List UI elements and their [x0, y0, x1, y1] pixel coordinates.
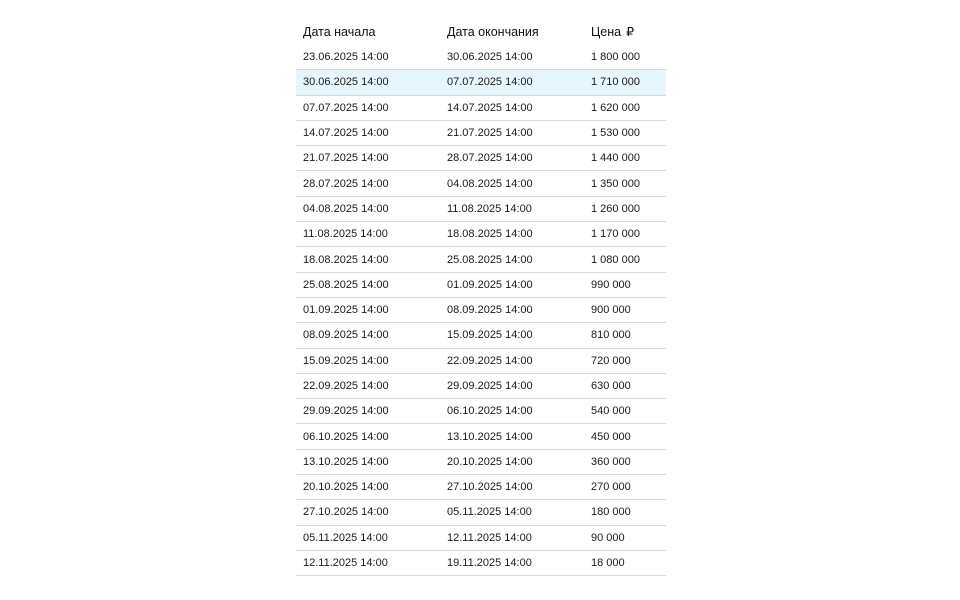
cell-end-date: 01.09.2025 14:00 — [447, 278, 533, 291]
cell-price: 1 170 000 — [591, 228, 640, 241]
header-start-date: Дата начала — [303, 24, 376, 39]
cell-price: 90 000 — [591, 531, 625, 544]
table-row[interactable] — [296, 551, 666, 576]
cell-end-date: 15.09.2025 14:00 — [447, 329, 533, 342]
cell-start-date: 23.06.2025 14:00 — [303, 51, 389, 64]
table-row[interactable] — [296, 273, 666, 298]
cell-end-date: 21.07.2025 14:00 — [447, 127, 533, 140]
cell-price: 1 710 000 — [591, 76, 640, 89]
cell-end-date: 13.10.2025 14:00 — [447, 430, 533, 443]
cell-price: 540 000 — [591, 405, 631, 418]
cell-price: 1 800 000 — [591, 51, 640, 64]
cell-price: 720 000 — [591, 354, 631, 367]
cell-price: 810 000 — [591, 329, 631, 342]
cell-price: 180 000 — [591, 506, 631, 519]
table-row[interactable] — [296, 424, 666, 449]
currency-sign: ₽ — [626, 25, 635, 39]
table-row[interactable] — [296, 247, 666, 272]
cell-price: 1 440 000 — [591, 152, 640, 165]
cell-price: 450 000 — [591, 430, 631, 443]
cell-start-date: 29.09.2025 14:00 — [303, 405, 389, 418]
cell-start-date: 11.08.2025 14:00 — [303, 228, 388, 241]
table-row[interactable] — [296, 399, 666, 424]
table-row[interactable] — [296, 96, 666, 121]
table-row[interactable] — [296, 475, 666, 500]
cell-start-date: 15.09.2025 14:00 — [303, 354, 389, 367]
cell-end-date: 19.11.2025 14:00 — [447, 557, 532, 570]
table-body — [296, 45, 666, 576]
table-row[interactable] — [296, 146, 666, 171]
cell-start-date: 14.07.2025 14:00 — [303, 127, 389, 140]
cell-end-date: 14.07.2025 14:00 — [447, 101, 533, 114]
header-end-date: Дата окончания — [447, 24, 539, 39]
cell-end-date: 29.09.2025 14:00 — [447, 380, 533, 392]
cell-price: 900 000 — [591, 304, 631, 317]
table-row[interactable] — [296, 450, 666, 475]
cell-end-date: 06.10.2025 14:00 — [447, 405, 533, 418]
cell-price: 1 620 000 — [591, 101, 640, 114]
cell-price: 270 000 — [591, 481, 631, 494]
cell-price: 18 000 — [591, 557, 625, 570]
cell-end-date: 20.10.2025 14:00 — [447, 455, 533, 468]
cell-price: 1 350 000 — [591, 177, 640, 190]
cell-price: 1 080 000 — [591, 253, 640, 266]
cell-start-date: 28.07.2025 14:00 — [303, 177, 389, 190]
cell-start-date: 27.10.2025 14:00 — [303, 506, 389, 519]
cell-end-date: 30.06.2025 14:00 — [447, 51, 533, 64]
cell-end-date: 07.07.2025 14:00 — [447, 76, 533, 89]
price-schedule-table — [296, 18, 666, 576]
cell-end-date: 08.09.2025 14:00 — [447, 304, 533, 317]
table-row[interactable] — [296, 45, 666, 70]
table-row[interactable] — [296, 374, 666, 399]
cell-start-date: 18.08.2025 14:00 — [303, 253, 389, 266]
cell-start-date: 22.09.2025 14:00 — [303, 380, 389, 392]
cell-start-date: 07.07.2025 14:00 — [303, 101, 389, 114]
cell-price: 360 000 — [591, 455, 631, 468]
cell-start-date: 08.09.2025 14:00 — [303, 329, 389, 342]
cell-start-date: 13.10.2025 14:00 — [303, 455, 389, 468]
cell-end-date: 22.09.2025 14:00 — [447, 354, 533, 367]
table-row[interactable] — [296, 500, 666, 525]
cell-end-date: 04.08.2025 14:00 — [447, 177, 533, 190]
cell-end-date: 12.11.2025 14:00 — [447, 531, 532, 544]
cell-end-date: 28.07.2025 14:00 — [447, 152, 533, 165]
table-row[interactable] — [296, 70, 666, 95]
table-row[interactable] — [296, 298, 666, 323]
cell-end-date: 11.08.2025 14:00 — [447, 202, 532, 215]
cell-price: 1 260 000 — [591, 202, 640, 215]
cell-start-date: 04.08.2025 14:00 — [303, 202, 389, 215]
table-row[interactable] — [296, 526, 666, 551]
cell-price: 990 000 — [591, 278, 631, 291]
cell-start-date: 12.11.2025 14:00 — [303, 557, 388, 570]
cell-start-date: 25.08.2025 14:00 — [303, 278, 389, 291]
table-row[interactable] — [296, 222, 666, 247]
cell-price: 1 530 000 — [591, 127, 640, 140]
table-row[interactable] — [296, 197, 666, 222]
table-row[interactable] — [296, 171, 666, 196]
cell-start-date: 05.11.2025 14:00 — [303, 531, 388, 544]
header-price — [584, 24, 666, 39]
cell-end-date: 18.08.2025 14:00 — [447, 228, 533, 241]
cell-start-date: 21.07.2025 14:00 — [303, 152, 389, 165]
cell-end-date: 25.08.2025 14:00 — [447, 253, 533, 266]
table-row[interactable] — [296, 323, 666, 348]
cell-price: 630 000 — [591, 380, 631, 392]
cell-start-date: 20.10.2025 14:00 — [303, 481, 389, 494]
table-header-row — [296, 18, 666, 45]
header-price-label: Цена — [591, 25, 622, 39]
cell-start-date: 30.06.2025 14:00 — [303, 76, 389, 89]
cell-start-date: 06.10.2025 14:00 — [303, 430, 389, 443]
table-row[interactable] — [296, 349, 666, 374]
cell-end-date: 27.10.2025 14:00 — [447, 481, 533, 494]
cell-end-date: 05.11.2025 14:00 — [447, 506, 532, 519]
table-row[interactable] — [296, 121, 666, 146]
cell-start-date: 01.09.2025 14:00 — [303, 304, 389, 317]
